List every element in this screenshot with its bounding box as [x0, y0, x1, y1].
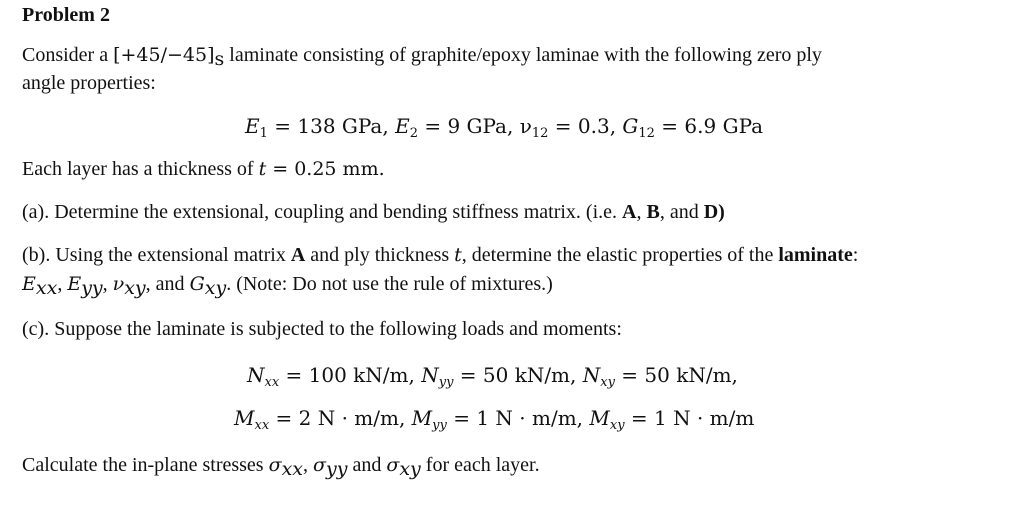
mxy-symbol: M: [589, 406, 610, 430]
matrix-d-label: D: [703, 201, 719, 223]
nu12-symbol: ν: [519, 114, 532, 138]
sigma-xy-symbol: σ: [386, 454, 400, 476]
final-and: and: [347, 454, 387, 476]
e1-subscript: 1: [259, 126, 268, 141]
mxx-symbol: M: [234, 406, 255, 430]
laminate-bold: laminate: [778, 244, 853, 266]
part-b-line-2: [22, 272, 553, 299]
sigma-yy-subscript: yy: [326, 458, 348, 480]
exx-subscript: xx: [35, 277, 58, 299]
part-a-text: (a). Determine the extensional, coupling and bending stiffness matrix. (i.e.: [22, 201, 623, 223]
sigma-yy-symbol: σ: [313, 454, 326, 476]
loads-equation: [247, 363, 738, 390]
final-line: [22, 453, 540, 480]
myy-symbol: M: [411, 406, 433, 430]
part-a-sep-1: ,: [636, 201, 647, 223]
part-a: [22, 200, 725, 224]
gxy-symbol: G: [189, 273, 205, 295]
nxx-value: = 100 kN/m,: [279, 363, 422, 387]
mxx-value: = 2 N · m/m,: [269, 406, 412, 430]
g12-symbol: G: [622, 114, 639, 138]
nxy-value: = 50 kN/m,: [614, 363, 738, 387]
nu12-subscript: 12: [531, 126, 549, 141]
part-b-colon: :: [852, 244, 859, 266]
part-b-text-2: and ply thickness: [305, 244, 455, 266]
layup-subscript: s: [214, 48, 225, 70]
part-c: (c). Suppose the laminate is subjected to the following loads and moments:: [22, 318, 622, 340]
nxy-symbol: N: [582, 363, 601, 387]
final-end: for each layer.: [420, 454, 540, 476]
layup-notation: [+45/−45]: [113, 44, 215, 66]
g12-subscript: 12: [638, 126, 655, 141]
mxy-subscript: xy: [609, 418, 625, 433]
part-b-text-1: (b). Using the extensional matrix: [22, 244, 291, 266]
thickness-text: Each layer has a thickness of: [22, 158, 259, 180]
part-b-note: . (Note: Do not use the rule of mixtures.): [226, 273, 553, 295]
nyy-symbol: N: [421, 363, 439, 387]
part-b-and: , and: [145, 273, 190, 295]
eyy-symbol: E: [67, 273, 82, 295]
nuxy-subscript: xy: [124, 277, 146, 299]
e2-subscript: 2: [409, 126, 418, 141]
e2-value: = 9 GPa,: [417, 114, 520, 138]
moments-equation: [234, 406, 755, 433]
sigma-xx-subscript: xx: [281, 458, 304, 480]
nyy-value: = 50 kN/m,: [453, 363, 583, 387]
e2-symbol: E: [395, 114, 410, 138]
part-b-line-1: [22, 243, 858, 267]
g12-value: = 6.9 GPa: [654, 114, 764, 138]
thickness-line: [22, 157, 385, 181]
myy-subscript: yy: [432, 418, 447, 433]
nxy-subscript: xy: [600, 375, 615, 390]
final-comma: ,: [303, 454, 314, 476]
eyy-subscript: yy: [81, 277, 103, 299]
intro-line-1: [22, 43, 822, 70]
sigma-xy-subscript: xy: [399, 458, 421, 480]
matrix-b-label: B: [646, 201, 660, 223]
myy-value: = 1 N · m/m,: [446, 406, 590, 430]
mxy-value: = 1 N · m/m: [624, 406, 755, 430]
nuxy-symbol: ν: [112, 273, 125, 295]
nxx-symbol: N: [247, 363, 265, 387]
part-b-comma-2: ,: [102, 273, 113, 295]
intro-text-2: laminate consisting of graphite/epoxy laminae with the following zero ply: [224, 44, 822, 66]
thickness-symbol: t: [258, 158, 267, 180]
part-b-text-3: , determine the elastic properties of the: [461, 244, 779, 266]
mxx-subscript: xx: [254, 418, 270, 433]
nu12-value: = 0.3,: [548, 114, 623, 138]
e1-symbol: E: [245, 114, 260, 138]
part-b-matrix-a: A: [290, 244, 306, 266]
ply-properties-equation: [245, 114, 764, 141]
final-text: Calculate the in-plane stresses: [22, 454, 269, 476]
gxy-subscript: xy: [204, 277, 227, 299]
problem-title: Problem 2: [22, 4, 110, 26]
matrix-a-label: A: [622, 201, 637, 223]
intro-text-1: Consider a: [22, 44, 114, 66]
part-a-end: ): [718, 201, 725, 223]
exx-symbol: E: [22, 273, 36, 295]
part-b-comma-1: ,: [57, 273, 68, 295]
thickness-value: = 0.25 mm.: [266, 158, 385, 180]
part-b-thickness-symbol: t: [454, 244, 462, 266]
sigma-xx-symbol: σ: [268, 454, 282, 476]
nxx-subscript: xx: [264, 375, 280, 390]
e1-value: = 138 GPa,: [267, 114, 396, 138]
intro-line-2: angle properties:: [22, 72, 156, 94]
nyy-subscript: yy: [438, 375, 454, 390]
part-a-sep-2: , and: [659, 201, 704, 223]
